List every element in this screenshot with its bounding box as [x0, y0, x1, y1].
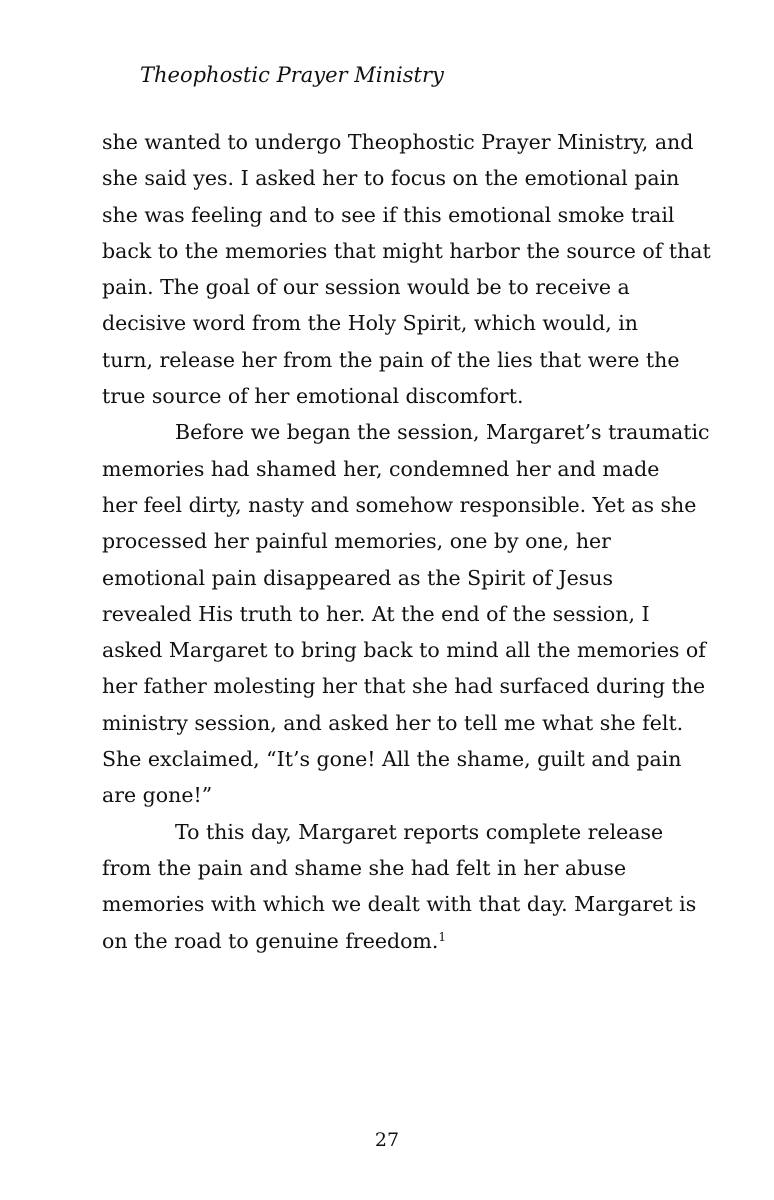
text-line: her feel dirty, nasty and somehow responsible. Yet as she — [102, 492, 697, 517]
text-line: revealed His truth to her. At the end of the session, I — [102, 601, 650, 626]
page-number: 27 — [374, 1129, 400, 1151]
text-line-content: on the road to genuine freedom. — [102, 928, 439, 953]
text-line: her father molesting her that she had surfaced during the — [102, 674, 706, 699]
text-line: She exclaimed, “It’s gone! All the shame, guilt and pain — [102, 747, 682, 772]
text-line-paragraph-start: Before we began the session, Margaret’s traumatic — [175, 420, 710, 445]
text-line-last — [102, 923, 692, 959]
text-line: from the pain and shame she had felt in her abuse — [102, 855, 627, 880]
text-line-paragraph-start: To this day, Margaret reports complete release — [175, 819, 664, 844]
text-line: she wanted to undergo Theophostic Prayer Ministry, and — [102, 130, 694, 154]
text-line: emotional pain disappeared as the Spirit of Jesus — [102, 565, 613, 590]
text-line: true source of her emotional discomfort. — [102, 384, 524, 409]
text-line: she was feeling and to see if this emotional smoke trail — [102, 202, 675, 227]
text-line: back to the memories that might harbor the source of that — [102, 238, 711, 263]
text-line: are gone!” — [102, 783, 213, 808]
text-line: she said yes. I asked her to focus on the emotional pain — [102, 166, 680, 191]
text-line: processed her painful memories, one by one, her — [102, 529, 611, 554]
footnote-marker: 1 — [438, 929, 447, 944]
text-line: turn, release her from the pain of the lies that were the — [102, 347, 680, 372]
text-line: pain. The goal of our session would be to receive a — [102, 275, 630, 300]
running-header-title: Theophostic Prayer Ministry — [140, 63, 444, 87]
text-line: memories had shamed her, condemned her and made — [102, 456, 660, 481]
text-line: memories with which we dealt with that day. Margaret is — [102, 892, 697, 917]
text-line: asked Margaret to bring back to mind all the memories of — [102, 638, 706, 663]
text-line: ministry session, and asked her to tell me what she felt. — [102, 710, 684, 735]
body-text — [102, 124, 711, 959]
text-line: decisive word from the Holy Spirit, which would, in — [102, 311, 638, 336]
